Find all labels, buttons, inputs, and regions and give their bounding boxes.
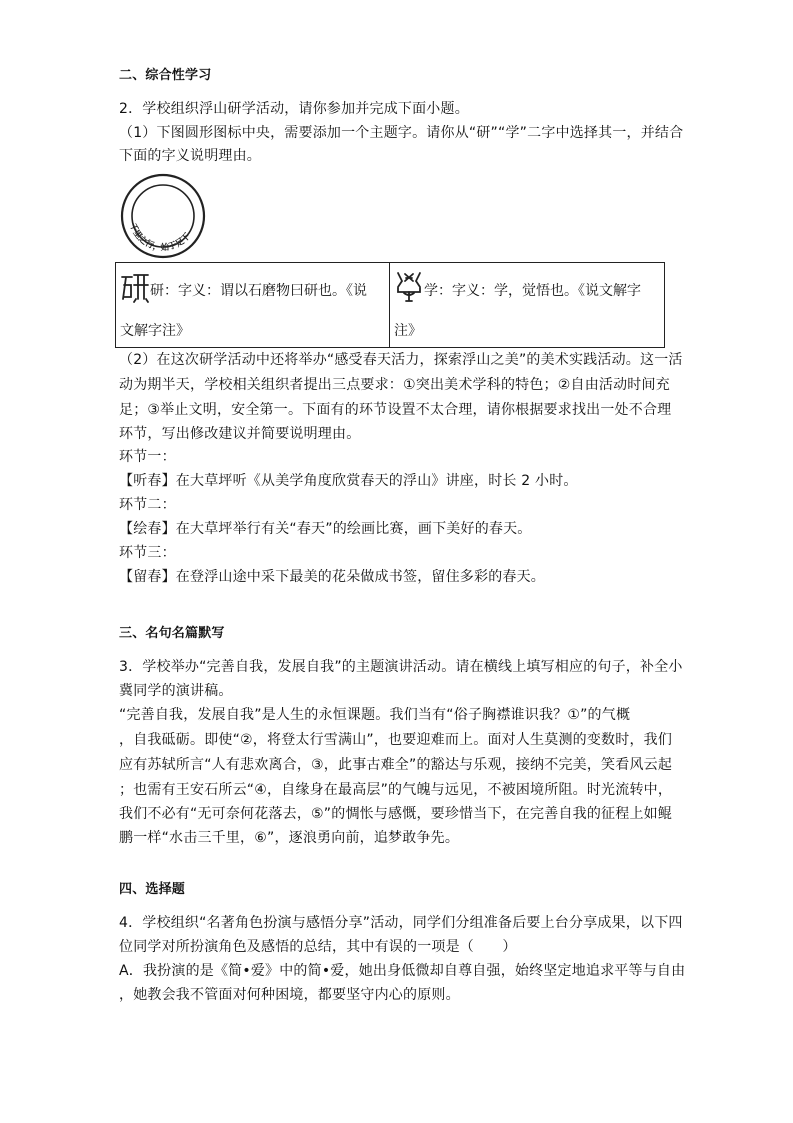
subquestion-1-line-1: （1）下图圆形图标中央，需要添加一个主题字。请你从“研”“学”二字中选择其一，并结合 bbox=[119, 125, 684, 141]
speech-line-4: ；也需有王安石所云“④，自缘身在最高层”的气魄与远见，不被困境所阻。时光流转中， bbox=[119, 782, 673, 798]
question-3-line-1: 3．学校举办“完善自我，发展自我”的主题演讲活动。请在横线上填写相应的句子，补全小 bbox=[119, 659, 683, 675]
subquestion-2-line-2: 动为期半天，学校相关组织者提出三点要求：①突出美术学科的特色；②自由活动时间充 bbox=[119, 377, 670, 393]
question-4-line-2: 位同学对所扮演角色及感悟的总结，其中有误的一项是（ ） bbox=[119, 939, 517, 955]
speech-line-3: 应有苏轼所言“人有悲欢离合，③，此事古难全”的豁达与乐观，接纳不完美，笑看风云起 bbox=[119, 757, 673, 773]
subquestion-1-line-2: 下面的字义说明理由。 bbox=[119, 148, 261, 164]
activity-link-3-label: 环节三： bbox=[119, 545, 176, 561]
character-meaning-table bbox=[115, 262, 665, 348]
yan-meaning-line-1: 研：字义：谓以石磨物曰研也。《说 bbox=[150, 283, 367, 299]
speech-line-5: 我们不必有“无可奈何花落去，⑤”的惆怅与感慨，要珍惜当下，在完善自我的征程上如鲲 bbox=[119, 806, 673, 822]
activity-link-2-label: 环节二： bbox=[119, 497, 176, 513]
activity-link-2-text: 【绘春】在大草坪举行有关“春天”的绘画比赛，画下美好的春天。 bbox=[119, 521, 532, 537]
question-4-line-1: 4．学校组织“名著角色扮演与感悟分享”活动，同学们分组准备后要上台分享成果，以下四 bbox=[119, 915, 683, 931]
xue-meaning-line-2: 注》 bbox=[394, 323, 422, 339]
speech-line-6: 鹏一样“水击三千里，⑥”，逐浪勇向前，追梦敢争先。 bbox=[119, 830, 460, 846]
subquestion-2-line-1: （2）在这次研学活动中还将举办“感受春天活力，探索浮山之美”的美术实践活动。这一活 bbox=[119, 352, 683, 368]
question-2-intro: 2．学校组织浮山研学活动，请你参加并完成下面小题。 bbox=[119, 101, 469, 117]
table-cell-xue bbox=[390, 263, 664, 347]
round-emblem-icon bbox=[120, 173, 206, 259]
activity-link-3-text: 【留春】在登浮山途中采下最美的花朵做成书签，留住多彩的春天。 bbox=[119, 569, 545, 585]
table-cell-yan bbox=[116, 263, 390, 347]
subquestion-2-line-3: 足；③举止文明，安全第一。下面有的环节设置不太合理，请你根据要求找出一处不合理 bbox=[119, 402, 672, 418]
activity-link-1-text: 【听春】在大草坪听《从美学角度欣赏春天的浮山》讲座，时长 2 小时。 bbox=[119, 473, 578, 489]
yan-meaning-line-2: 文解字注》 bbox=[120, 323, 190, 339]
xue-meaning-line-1: 学：字义：学，觉悟也。《说文解字 bbox=[424, 283, 641, 299]
emblem-text: 千里之行，始于足下 bbox=[127, 221, 193, 254]
seal-character-yan-icon bbox=[120, 269, 150, 303]
question-3-line-2: 冀同学的演讲稿。 bbox=[119, 683, 233, 699]
seal-character-xue-icon bbox=[394, 269, 424, 303]
section-heading-recitation: 三、名句名篇默写 bbox=[119, 626, 225, 641]
option-a-line-1: A．我扮演的是《简•爱》中的简•爱，她出身低微却自尊自强，始终坚定地追求平等与自由 bbox=[119, 963, 686, 979]
option-a-line-2: ，她教会我不管面对何种困境，都要坚守内心的原则。 bbox=[119, 987, 460, 1003]
activity-link-1-label: 环节一： bbox=[119, 449, 176, 465]
section-heading-comprehensive: 二、综合性学习 bbox=[119, 68, 212, 83]
speech-line-1: “完善自我，发展自我”是人生的永恒课题。我们当有“俗子胸襟谁识我？①”的气概 bbox=[119, 707, 631, 723]
speech-line-2: ，自我砥砺。即使“②，将登太行雪满山”，也要迎难而上。面对人生莫测的变数时，我们 bbox=[119, 732, 673, 748]
section-heading-choice: 四、选择题 bbox=[119, 882, 186, 897]
subquestion-2-line-4: 环节，写出修改建议并简要说明理由。 bbox=[119, 426, 361, 442]
